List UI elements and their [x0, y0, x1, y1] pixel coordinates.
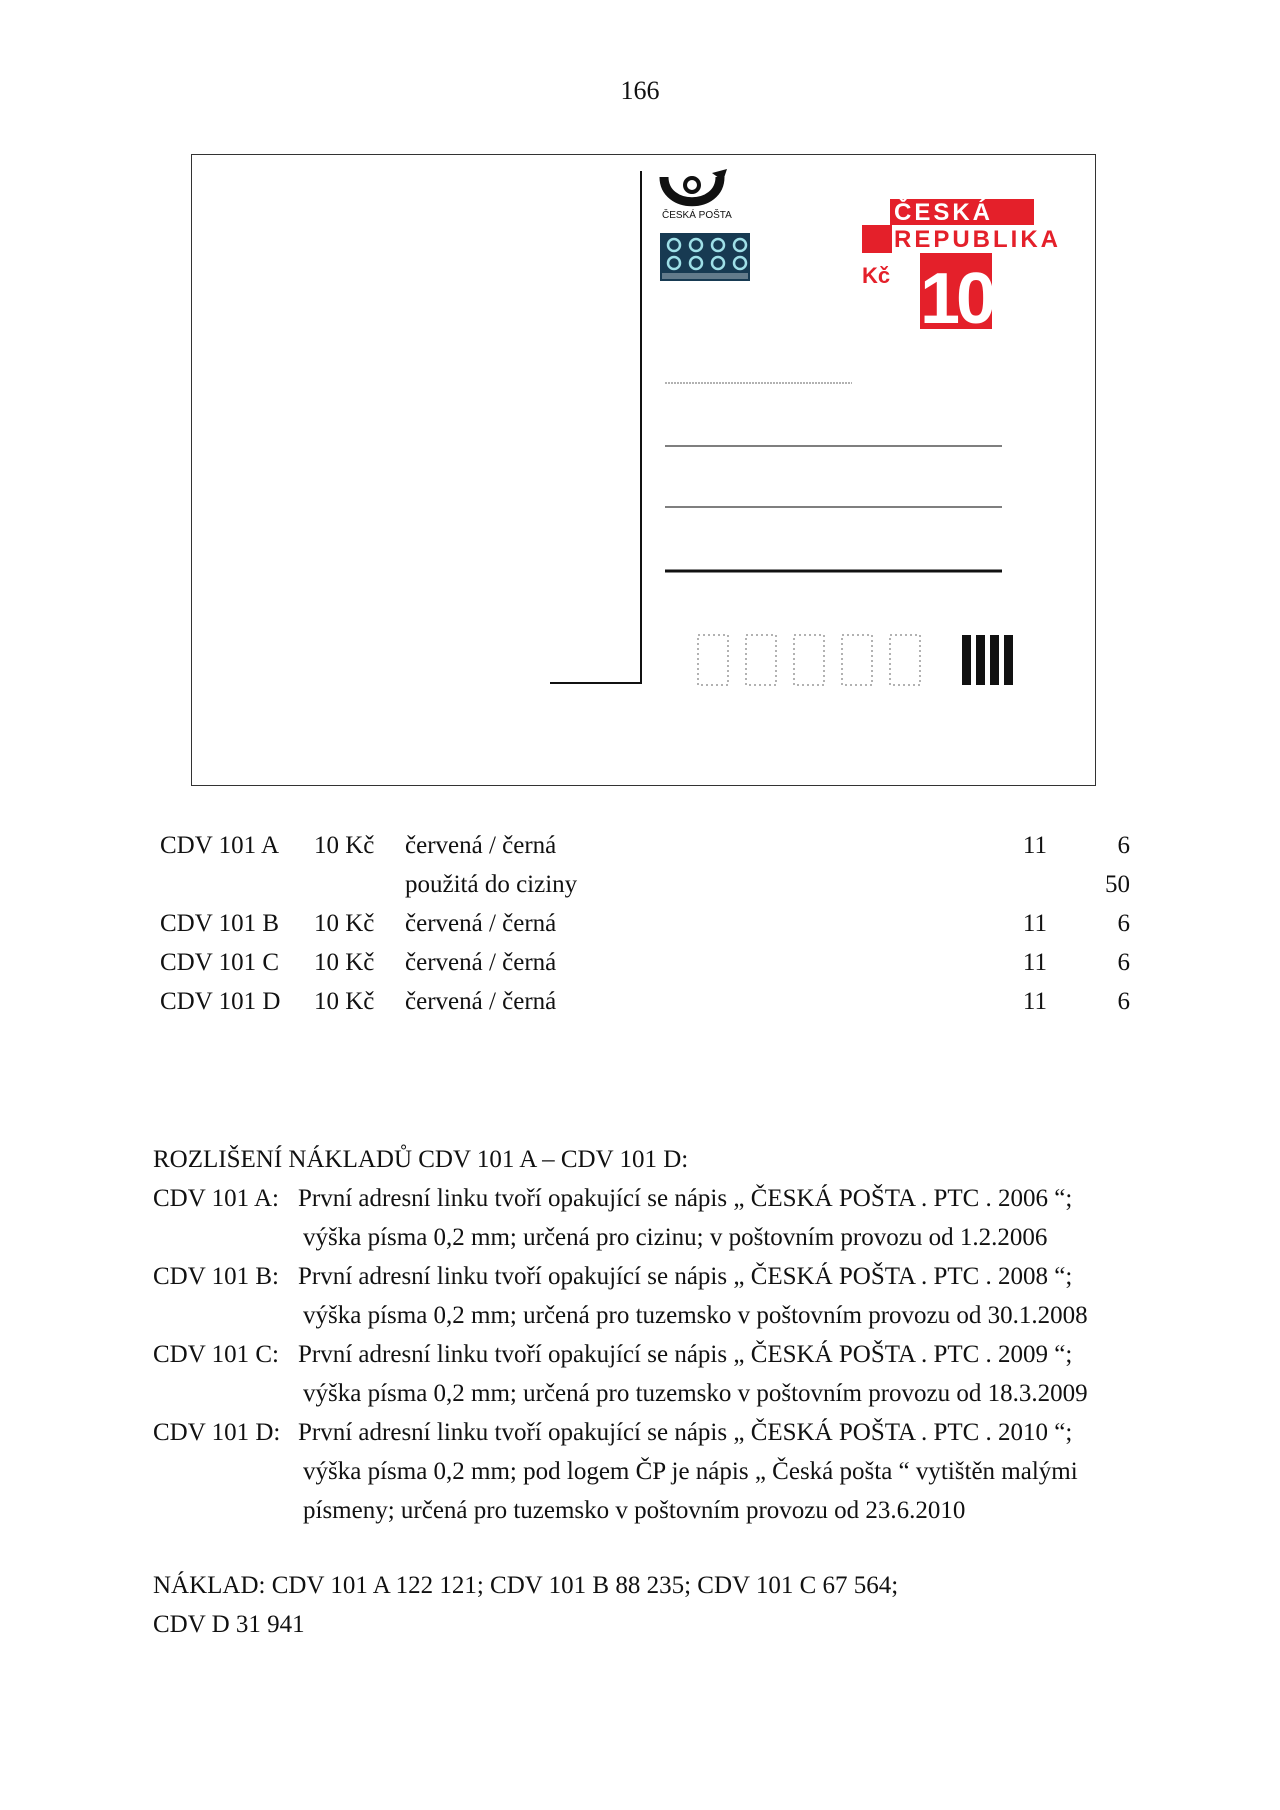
print-run-line1: NÁKLAD: CDV 101 A 122 121; CDV 101 B 88 235; CDV 101 C 67 564; — [153, 1572, 899, 1599]
distinction-label: CDV 101 B: — [153, 1263, 279, 1290]
variants-table — [160, 826, 1130, 1021]
variant-colors: použitá do ciziny — [405, 871, 578, 898]
variant-value: 10 Kč — [314, 910, 375, 937]
variant-colors: červená / černá — [405, 832, 557, 859]
variant-colors: červená / černá — [405, 949, 557, 976]
distinction-continuation — [153, 1452, 1143, 1491]
variant-price-2: 6 — [1117, 949, 1130, 976]
distinction-label: CDV 101 A: — [153, 1185, 279, 1212]
distinction-line2: výška písma 0,2 mm; určená pro tuzemsko v poštovním provozu od 30.1.2008 — [303, 1302, 1088, 1329]
table-row — [160, 904, 1130, 943]
variant-code: CDV 101 B — [160, 910, 280, 937]
stamp-value: 10 — [920, 259, 993, 339]
postcard-image — [191, 154, 1096, 786]
variant-price-1: 11 — [1022, 988, 1047, 1015]
distinctions-section — [153, 1140, 1143, 1530]
variant-price-1: 11 — [1022, 910, 1047, 937]
postal-code-boxes — [698, 635, 920, 685]
posthorn-logo-icon — [664, 169, 727, 202]
variant-value: 10 Kč — [314, 988, 375, 1015]
variant-price-1: 11 — [1022, 949, 1047, 976]
table-row — [160, 982, 1130, 1021]
print-run-section — [153, 1566, 898, 1644]
variant-code: CDV 101 D — [160, 988, 281, 1015]
variant-code: CDV 101 A — [160, 832, 280, 859]
distinction-continuation — [153, 1374, 1143, 1413]
distinction-line2: výška písma 0,2 mm; určená pro cizinu; v poštovním provozu od 1.2.2006 — [303, 1224, 1048, 1251]
distinction-line1: První adresní linku tvoří opakující se nápis „ ČESKÁ POŠTA . PTC . 2010 “; — [298, 1419, 1073, 1446]
distinction-line2: výška písma 0,2 mm; pod logem ČP je nápis „ Česká pošta “ vytištěn malými — [303, 1458, 1078, 1485]
variant-colors: červená / černá — [405, 988, 557, 1015]
variant-price-2: 6 — [1117, 988, 1130, 1015]
table-row — [160, 826, 1130, 865]
variant-price-2: 50 — [1105, 871, 1130, 898]
hologram-patch — [660, 233, 750, 281]
distinction-continuation — [153, 1491, 1143, 1530]
variant-code: CDV 101 C — [160, 949, 280, 976]
distinction-line1: První adresní linku tvoří opakující se nápis „ ČESKÁ POŠTA . PTC . 2006 “; — [298, 1185, 1073, 1212]
variant-value: 10 Kč — [314, 832, 375, 859]
page-number: 166 — [620, 76, 660, 105]
stamp-country-line1: ČESKÁ — [894, 199, 994, 226]
stamp-currency: Kč — [862, 263, 891, 288]
barcode-marks — [962, 635, 1013, 685]
distinction-item — [153, 1179, 1143, 1218]
distinction-item — [153, 1413, 1143, 1452]
stamp — [862, 198, 1061, 339]
table-row — [160, 865, 1130, 904]
variant-price-2: 6 — [1117, 910, 1130, 937]
distinction-continuation — [153, 1218, 1143, 1257]
distinction-item — [153, 1335, 1143, 1374]
table-row — [160, 943, 1130, 982]
distinction-line1: První adresní linku tvoří opakující se nápis „ ČESKÁ POŠTA . PTC . 2008 “; — [298, 1263, 1073, 1290]
distinctions-heading: ROZLIŠENÍ NÁKLADŮ CDV 101 A – CDV 101 D: — [153, 1146, 689, 1173]
distinction-line2: výška písma 0,2 mm; určená pro tuzemsko v poštovním provozu od 18.3.2009 — [303, 1380, 1088, 1407]
distinction-line1: První adresní linku tvoří opakující se nápis „ ČESKÁ POŠTA . PTC . 2009 “; — [298, 1341, 1073, 1368]
distinction-continuation — [153, 1296, 1143, 1335]
stamp-country-line2: REPUBLIKA — [894, 226, 1062, 253]
variant-price-1: 11 — [1022, 832, 1047, 859]
variant-price-2: 6 — [1117, 832, 1130, 859]
print-run-line2: CDV D 31 941 — [153, 1611, 305, 1638]
distinction-line3: písmeny; určená pro tuzemsko v poštovním provozu od 23.6.2010 — [303, 1497, 966, 1524]
distinction-label: CDV 101 D: — [153, 1419, 281, 1446]
postcard-drawing — [192, 155, 1097, 787]
variant-value: 10 Kč — [314, 949, 375, 976]
distinction-label: CDV 101 C: — [153, 1341, 279, 1368]
logo-text: ČESKÁ POŠTA — [662, 210, 732, 221]
distinction-item — [153, 1257, 1143, 1296]
variant-colors: červená / černá — [405, 910, 557, 937]
